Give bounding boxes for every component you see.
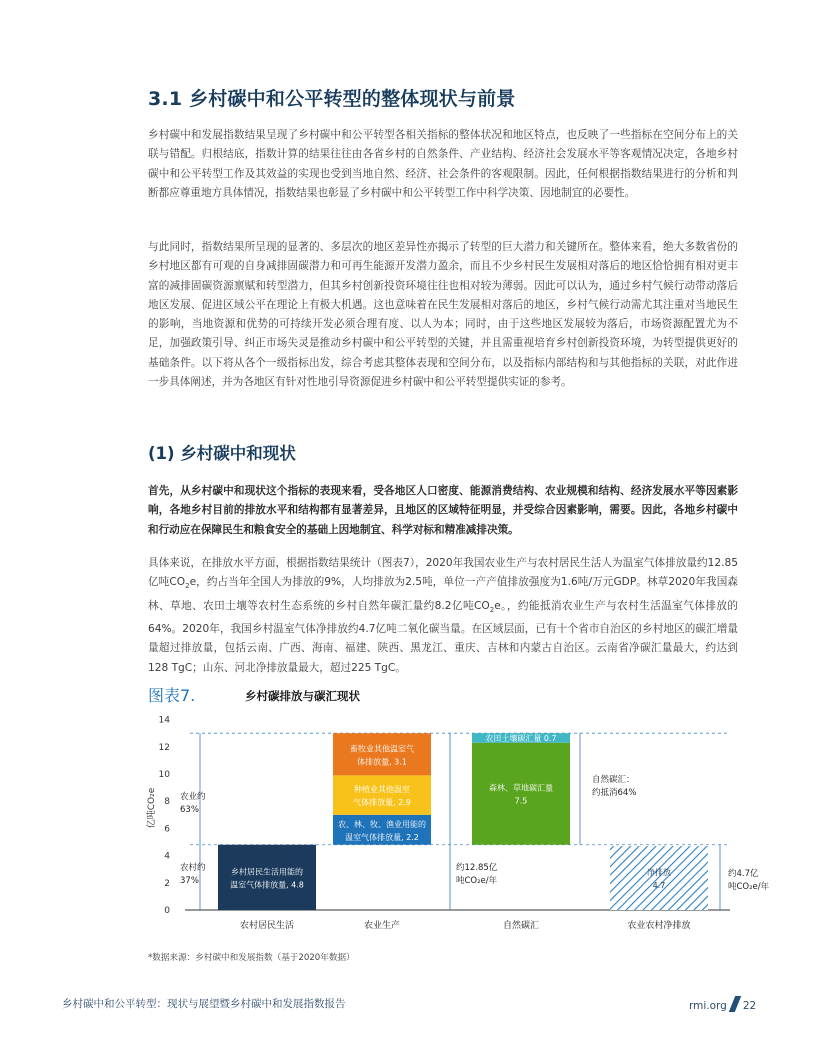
- detail-text-3: e。，约能抵消农业生产与农村生活温室气体排放的64%。2020年，我国乡村温室气体净排放约4.7亿吨二氧化碳当量。在区域层面，已有十个省市自治区的乡村地区的碳汇增量量超过排放量，包括云南、广西、海南、福建、陕西、黑龙江、重庆、吉林和内蒙古自治区。云南省净碳汇量最大，约达到128 TgC；山东、河北净排放量最大，超过225 TgC。: [148, 599, 738, 674]
- y-tick-label: 4: [164, 851, 170, 862]
- x-tick-label: 农业生产: [363, 921, 401, 931]
- section-title: 3.1 乡村碳中和公平转型的整体现状与前景: [148, 88, 516, 110]
- subsection-title: (1) 乡村碳中和现状: [148, 444, 296, 463]
- detail-text-2: e，约占当年全国人为排放的9%，人均排放为2.5吨，单位一产产值排放强度为1.6吨/万元GDP。林草2020年我国森林、草地、农田土壤等农村生态系统的乡村自然年碳汇量约8.2亿吨CO: [148, 576, 738, 612]
- bar-label: 4.7: [652, 881, 666, 891]
- y-axis-label: 亿吨CO₂e: [147, 787, 157, 829]
- detail-text-1: 具体来说，在排放水平方面，根据指数结果统计（图表7），2020年我国农业生产与农村居民生活人为温室气体排放量约12.85亿吨CO: [148, 557, 738, 589]
- source-note: *数据来源：乡村碳中和发展指数（基于2020年数据）: [148, 953, 355, 963]
- annotation-agri-share: 农业约: [180, 792, 206, 802]
- bar-segment: [218, 845, 316, 910]
- paragraph-2: 与此同时，指数结果所呈现的显著的、多层次的地区差异性亦揭示了转型的巨大潜力和关键所在。整体来看，绝大多数省份的乡村地区都有可观的自身减排固碳潜力和可再生能源开发潜力盈余，而且不少乡村民生发展相对落后的地区恰恰拥有相对更丰富的减排固碳资源禀赋和转型潜力，但其乡村创新投资环境往往也相对较为薄弱。因此可以认为，通过乡村气候行动带动落后地区发展、促进区域公平在理论上有极大机遇。这也意味着在民生发展相对落后的地区，乡村气候行动需尤其注重对当地民生的影响，当地资源和优势的可持续开发必须合理有度、以人为本；同时，由于这些地区发展较为落后，市场资源配置尤为不足，加强政策引导、纠正市场失灵是推动乡村碳中和公平转型的关键，并且需重视培育乡村创新投资环境，为转型提供更好的基础条件。以下将从各个一级指标出发，综合考虑其整体表现和空间分布，以及指标内部结构和与其他指标的关联，对此作进一步具体阐述，并为各地区有针对性地引导资源促进乡村碳中和公平转型提供实证的参考。: [148, 241, 738, 389]
- bar-segment: [472, 743, 570, 845]
- bold-summary-paragraph: 首先，从乡村碳中和现状这个指标的表现来看，受各地区人口密度、能源消费结构、农业规模和结构、经济发展水平等因素影响，各地乡村目前的排放水平和结构都有显著差异，且地区的区域特征明显，并受综合因素影响，需要。因此，各地乡村碳中和行动应在保障民生和粮食安全的基础上因地制宜、科学对标和精准减排决策。: [148, 485, 738, 536]
- x-tick-label: 农业农村净排放: [627, 921, 691, 931]
- bar-segment: [333, 733, 431, 775]
- bar-label: 净排放: [647, 868, 671, 878]
- detail-paragraph: [148, 554, 738, 678]
- bar-segment: [610, 846, 708, 910]
- bar-label: 畜牧业其他温室气: [350, 744, 414, 754]
- bar-segment: [333, 775, 431, 814]
- footer-report-title: 乡村碳中和公平转型：现状与展望暨乡村碳中和发展指数报告: [62, 998, 346, 1010]
- subscript-2b: 2: [489, 605, 495, 614]
- bar-label: 7.5: [514, 796, 528, 806]
- paragraph-1: 乡村碳中和发展指数结果呈现了乡村碳中和公平转型各相关指标的整体状况和地区特点，也反映了一些指标在空间分布上的关联与错配。归根结底，指数计算的结果往往由各省乡村的自然条件、产业结构、经济社会发展水平等客观情况决定，各地乡村碳中和公平转型工作及其效益的实现也受到当地自然、经济、社会条件的客观限制。因此，任何根据指数结果进行的分析和判断都应尊重地方具体情况，指数结果也彰显了乡村碳中和公平转型工作中科学决策、因地制宜的必要性。: [148, 129, 738, 199]
- y-tick-label: 0: [164, 906, 170, 916]
- annotation-total-emissions: 约12.85亿: [456, 863, 498, 873]
- y-tick-label: 12: [158, 742, 170, 753]
- bar-label: 气体排放量, 2.9: [353, 798, 411, 808]
- footer-site: [689, 996, 756, 1012]
- bar-label: 森林、草地碳汇量: [489, 783, 553, 793]
- bar-label: 温室气体排放量, 2.2: [345, 832, 419, 842]
- annotation-total-emissions: 吨CO₂e/年: [456, 876, 498, 886]
- figure-title: 乡村碳排放与碳汇现状: [245, 689, 360, 703]
- slash-icon: [729, 996, 741, 1012]
- y-tick-label: 14: [158, 715, 170, 726]
- figure-label: 图表7.: [148, 686, 196, 705]
- bar-label: 农、林、牧、渔业用能的: [338, 819, 426, 829]
- annotation-net-emissions: 约4.7亿: [728, 869, 759, 879]
- bar-label: 农田土壤碳汇量 0.7: [485, 733, 557, 743]
- annotation-net-emissions: 吨CO₂e/年: [728, 882, 770, 892]
- subscript-2: 2: [185, 582, 190, 591]
- y-tick-label: 10: [158, 770, 170, 780]
- annotation-sink-offset: 自然碳汇：: [592, 775, 635, 785]
- y-tick-label: 2: [164, 878, 170, 889]
- footer-page-number: 22: [742, 1000, 757, 1012]
- annotation-rural-share: 农村约: [180, 863, 206, 873]
- bar-label: 体排放量, 3.1: [357, 757, 407, 767]
- annotation-sink-offset: 约抵消64%: [592, 788, 637, 798]
- bar-label: 种植业其他温室: [354, 785, 410, 795]
- annotation-rural-share: 37%: [180, 876, 199, 886]
- carbon-chart: [140, 708, 780, 938]
- x-tick-label: 自然碳汇: [502, 921, 540, 931]
- y-tick-label: 6: [164, 824, 170, 835]
- bar-label: 乡村居民生活用能的: [231, 867, 303, 877]
- bar-label: 温室气体排放量, 4.8: [230, 880, 304, 890]
- annotation-agri-share: 63%: [180, 805, 199, 815]
- footer-site-text[interactable]: rmi.org: [689, 1000, 727, 1012]
- y-tick-label: 8: [164, 797, 170, 808]
- x-tick-label: 农村居民生活: [239, 921, 295, 931]
